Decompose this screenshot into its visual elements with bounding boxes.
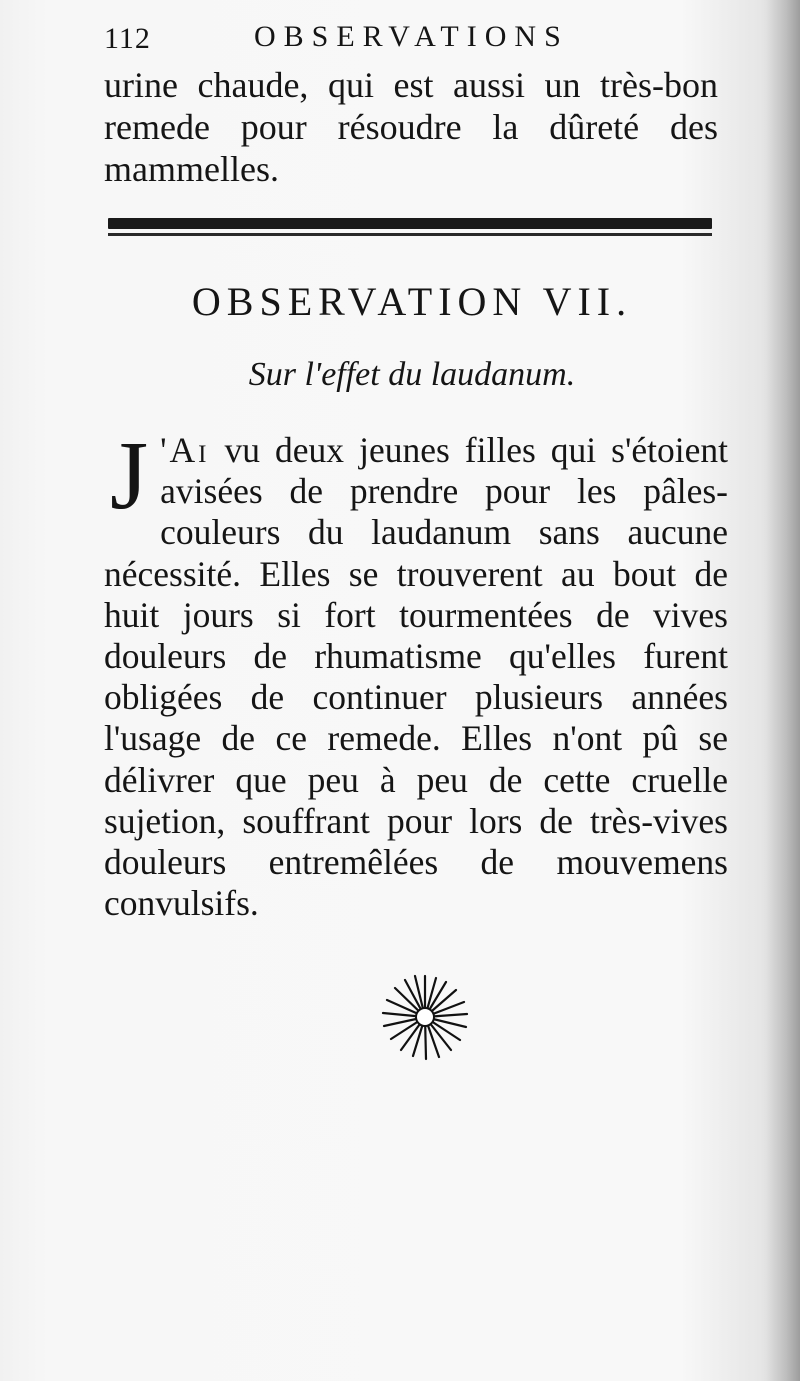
- lead-in-caps: 'Ai: [160, 430, 210, 470]
- page-edge-shadow: [766, 0, 800, 1381]
- observation-body: [104, 422, 728, 924]
- running-head: OBSERVATIONS: [254, 20, 569, 53]
- drop-cap: J: [110, 422, 149, 530]
- section-divider-thin-rule: [108, 233, 712, 236]
- section-divider-rule: [108, 218, 712, 229]
- body-paragraph: [104, 422, 728, 924]
- observation-subtitle: Sur l'effet du laudanum.: [248, 356, 576, 393]
- observation-title: OBSERVATION VII.: [191, 279, 633, 324]
- sunburst-ornament-icon: [380, 972, 470, 1062]
- body-text: vu deux jeunes filles qui s'étoient avisées de prendre pour les pâles-couleurs du laudanum sans aucune nécessité. Elles se trouverent au bout de huit jours si fort tourmentées de vives douleurs de rhumatisme qu'elles furent obligées de continuer plusieurs années l'usage de ce remede. Elles n'ont pû se délivrer que peu à peu de cette cruelle sujetion, souffrant pour lors de très-vives douleurs entremêlées de mouvemens convulsifs.: [104, 430, 728, 924]
- page-header: [104, 18, 720, 58]
- carry-over-paragraph: urine chaude, qui est aussi un très-bon remede pour résoudre la dûreté des mammelles.: [104, 65, 718, 189]
- page-number: 112: [104, 22, 151, 55]
